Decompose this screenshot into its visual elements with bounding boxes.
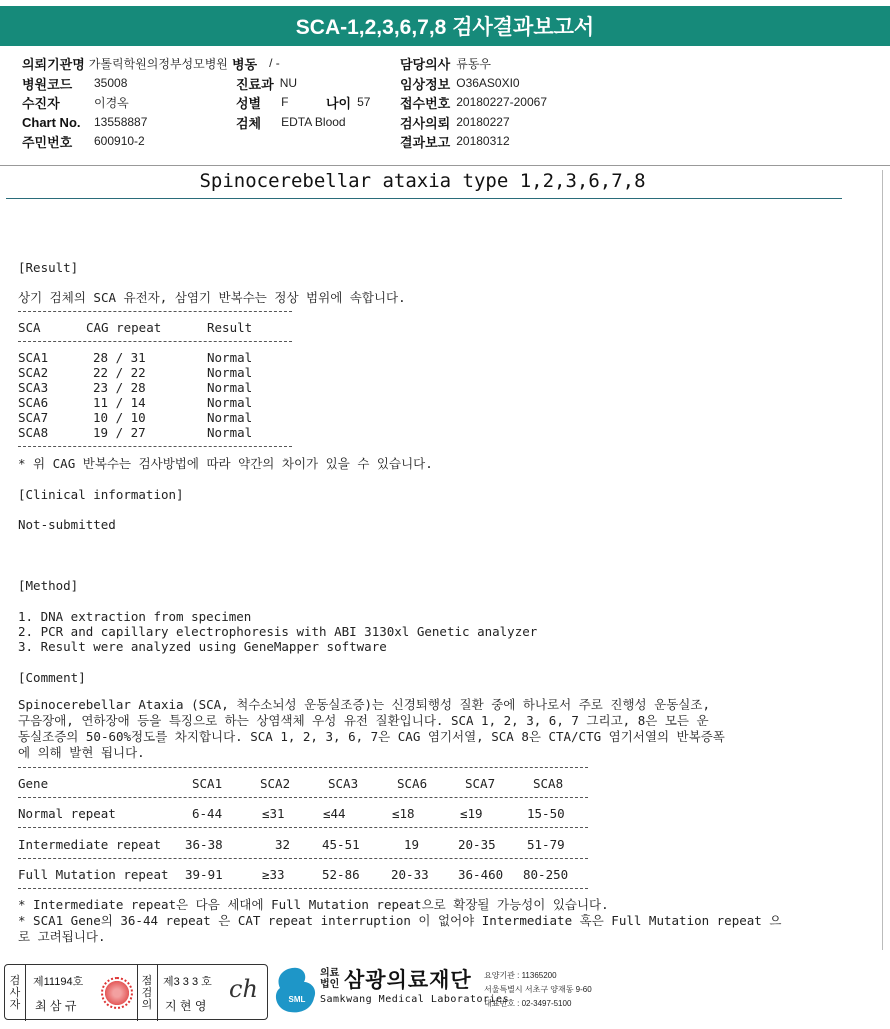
- document-title: Spinocerebellar ataxia type 1,2,3,6,7,8: [199, 170, 646, 192]
- method-line: 3. Result were analyzed using GeneMapper software: [18, 639, 387, 654]
- result-col-header: Result: [207, 320, 253, 335]
- checker-signature: ch: [229, 975, 258, 1003]
- table-row-result: Normal: [207, 395, 253, 410]
- table-row-repeat: 22 / 22: [93, 365, 146, 380]
- chart-label: Chart No.: [22, 114, 81, 130]
- sex-label: 성별: [236, 95, 262, 111]
- sca-table-top-rule: [18, 311, 292, 312]
- request-field: [400, 113, 510, 131]
- table-cell: 36-460: [458, 867, 504, 882]
- clinical-label: 임상정보: [400, 76, 451, 92]
- logo-text: SML: [288, 995, 306, 1004]
- checker-label: 점검의: [141, 975, 153, 1011]
- table-cell: 20-33: [391, 867, 429, 882]
- cag-note: * 위 CAG 반복수는 검사방법에 따라 약간의 차이가 있을 수 있습니다.: [18, 456, 433, 471]
- patient-value: 이경옥: [94, 95, 129, 110]
- table-row-repeat: 19 / 27: [93, 425, 146, 440]
- ward-field: [232, 54, 280, 72]
- clinical-heading: [Clinical information]: [18, 487, 184, 502]
- report-title-bar: [0, 6, 890, 46]
- sca-col-header: SCA: [18, 320, 41, 335]
- comment-line: 동실조증의 50-60%정도를 차지합니다. SCA 1, 2, 3, 6, 7은 CAG 염기서열, SCA 8은 CTA/CTG 염기서열의 반복증폭: [18, 729, 725, 744]
- dept-field: [236, 74, 297, 92]
- gene-col-header: Gene: [18, 776, 49, 791]
- footnote: * Intermediate repeat은 다음 세대에 Full Mutation repeat으로 확장될 가능성이 있습니다.: [18, 897, 609, 912]
- method-line: 1. DNA extraction from specimen: [18, 609, 252, 624]
- table-row-result: Normal: [207, 365, 253, 380]
- doctor-field: [400, 54, 491, 72]
- footnote: 로 고려됩니다.: [18, 929, 106, 944]
- table-cell: 80-250: [523, 867, 569, 882]
- gene-table-rule: [18, 827, 588, 828]
- patient-info-panel: [0, 48, 890, 166]
- ward-value: / -: [269, 56, 280, 70]
- org-english-name: Samkwang Medical Laboratories: [320, 994, 510, 1005]
- table-cell: 19: [404, 837, 420, 852]
- request-value: 20180227: [456, 115, 510, 129]
- gene-col-header: SCA1: [192, 776, 223, 791]
- table-cell: 45-51: [322, 837, 360, 852]
- org-phone: 대표번호 : 02-3497-5100: [484, 999, 572, 1008]
- examiner-name: 최 삼 규: [35, 999, 77, 1013]
- sex-field: [236, 93, 288, 111]
- code-label: 병원코드: [22, 76, 73, 92]
- comment-line: 구음장애, 연하장애 등을 특징으로 하는 상염색체 우성 유전 질환입니다. SCA 1, 2, 3, 6, 7 그리고, 8은 모든 운: [18, 713, 709, 728]
- comment-line: 에 의해 발현 됩니다.: [18, 745, 145, 760]
- patient-label: 수진자: [22, 95, 60, 111]
- report-title: SCA-1,2,3,6,7,8 검사결과보고서: [295, 16, 595, 39]
- examiner-seal-icon: [101, 977, 133, 1009]
- method-heading: [Method]: [18, 578, 79, 593]
- code-field: [22, 74, 127, 92]
- org-name: 삼광의료재단: [344, 969, 472, 992]
- patient-field: [22, 93, 129, 111]
- clinical-value: O36AS0XI0: [456, 76, 520, 90]
- hospital-label: 의뢰기관명: [22, 56, 85, 72]
- table-row-label: Full Mutation repeat: [18, 867, 169, 882]
- table-cell: 52-86: [322, 867, 360, 882]
- repeat-col-header: CAG repeat: [86, 320, 162, 335]
- org-prefix-line: 법인: [320, 979, 340, 990]
- table-row-repeat: 23 / 28: [93, 380, 146, 395]
- table-row-sca: SCA6: [18, 395, 49, 410]
- org-prefix: [320, 968, 339, 990]
- chart-field: [22, 113, 147, 131]
- gene-table-bottom-rule: [18, 888, 588, 889]
- receipt-value: 20180227-20067: [456, 95, 547, 109]
- table-cell: ≥33: [262, 867, 285, 882]
- table-row-sca: SCA1: [18, 350, 49, 365]
- age-field: [326, 93, 370, 111]
- table-row-label: Normal repeat: [18, 806, 116, 821]
- dept-value: NU: [279, 76, 298, 90]
- table-row-result: Normal: [207, 410, 253, 425]
- report-footer: [0, 962, 890, 1022]
- table-cell: ≤19: [460, 806, 483, 821]
- dept-label: 진료과: [236, 76, 274, 92]
- gene-table-rule: [18, 858, 588, 859]
- footnote: * SCA1 Gene의 36-44 repeat 은 CAT repeat interruption 이 없어야 Intermediate 혹은 Full Mutation repeat 으: [18, 913, 782, 928]
- age-value: 57: [357, 95, 371, 109]
- result-heading: [Result]: [18, 260, 79, 275]
- table-cell: ≤44: [323, 806, 346, 821]
- code-value: 35008: [94, 76, 128, 90]
- ward-label: 병동: [232, 56, 258, 72]
- report-date-value: 20180312: [456, 134, 510, 148]
- doctor-value: 류동우: [456, 56, 492, 71]
- table-cell: 20-35: [458, 837, 496, 852]
- receipt-label: 접수번호: [400, 95, 451, 111]
- chart-value: 13558887: [94, 115, 148, 129]
- specimen-label: 검체: [236, 115, 262, 131]
- sml-logo-icon: [274, 966, 320, 1016]
- table-row-repeat: 11 / 14: [93, 395, 146, 410]
- page-edge-line: [882, 170, 883, 950]
- table-cell: 36-38: [185, 837, 223, 852]
- hospital-field: [22, 54, 228, 72]
- table-cell: 39-91: [185, 867, 223, 882]
- gene-col-header: SCA2: [260, 776, 291, 791]
- gene-table-top-rule: [18, 767, 588, 768]
- examiner-license: 제11194호: [33, 976, 84, 988]
- org-address: 서울특별시 서초구 양재동 9-60: [484, 985, 592, 994]
- signature-divider: [25, 965, 26, 1021]
- checker-license: 제3 3 3 호: [163, 976, 212, 988]
- gene-table-rule: [18, 797, 588, 798]
- gene-col-header: SCA6: [397, 776, 428, 791]
- hospital-value: 가톨릭학원의정부성모병원: [88, 56, 228, 71]
- table-row-sca: SCA2: [18, 365, 49, 380]
- table-cell: 6-44: [192, 806, 223, 821]
- gene-col-header: SCA7: [465, 776, 496, 791]
- examiner-label: 검사자: [9, 975, 21, 1011]
- method-line: 2. PCR and capillary electrophoresis with ABI 3130xl Genetic analyzer: [18, 624, 538, 639]
- table-row-sca: SCA3: [18, 380, 49, 395]
- result-summary: 상기 검체의 SCA 유전자, 삼염기 반복수는 정상 범위에 속합니다.: [18, 290, 406, 305]
- org-code: 요양기관 : 11365200: [484, 971, 557, 980]
- table-row-result: Normal: [207, 425, 253, 440]
- table-row-label: Intermediate repeat: [18, 837, 161, 852]
- ssn-value: 600910-2: [94, 134, 145, 148]
- ssn-label: 주민번호: [22, 134, 73, 150]
- table-cell: 15-50: [527, 806, 565, 821]
- signature-divider: [137, 965, 138, 1021]
- clinical-field: [400, 74, 520, 92]
- signature-divider: [157, 965, 158, 1021]
- sca-table-header-rule: [18, 341, 292, 342]
- clinical-text: Not-submitted: [18, 517, 116, 532]
- table-row-sca: SCA8: [18, 425, 49, 440]
- table-cell: ≤31: [262, 806, 285, 821]
- table-row-result: Normal: [207, 380, 253, 395]
- org-prefix-line: 의료: [320, 968, 340, 979]
- comment-heading: [Comment]: [18, 670, 86, 685]
- table-row-sca: SCA7: [18, 410, 49, 425]
- gene-col-header: SCA8: [533, 776, 564, 791]
- request-label: 검사의뢰: [400, 115, 451, 131]
- report-date-label: 결과보고: [400, 134, 451, 150]
- table-row-repeat: 10 / 10: [93, 410, 146, 425]
- doctor-label: 담당의사: [400, 56, 451, 72]
- table-cell: 32: [275, 837, 291, 852]
- sex-value: F: [281, 95, 289, 109]
- sca-table-bottom-rule: [18, 446, 292, 447]
- table-cell: 51-79: [527, 837, 565, 852]
- table-row-result: Normal: [207, 350, 253, 365]
- specimen-field: [236, 113, 346, 131]
- signature-box: [4, 964, 268, 1020]
- ssn-field: [22, 132, 145, 150]
- report-date-field: [400, 132, 510, 150]
- title-divider: [6, 198, 842, 199]
- checker-name: 지 현 영: [165, 999, 207, 1013]
- age-label: 나이: [326, 95, 352, 111]
- specimen-value: EDTA Blood: [281, 115, 346, 129]
- table-row-repeat: 28 / 31: [93, 350, 146, 365]
- comment-line: Spinocerebellar Ataxia (SCA, 척수소뇌성 운동실조증)는 신경퇴행성 질환 중에 하나로서 주로 진행성 운동실조,: [18, 697, 710, 712]
- table-cell: ≤18: [392, 806, 415, 821]
- gene-col-header: SCA3: [328, 776, 359, 791]
- receipt-field: [400, 93, 547, 111]
